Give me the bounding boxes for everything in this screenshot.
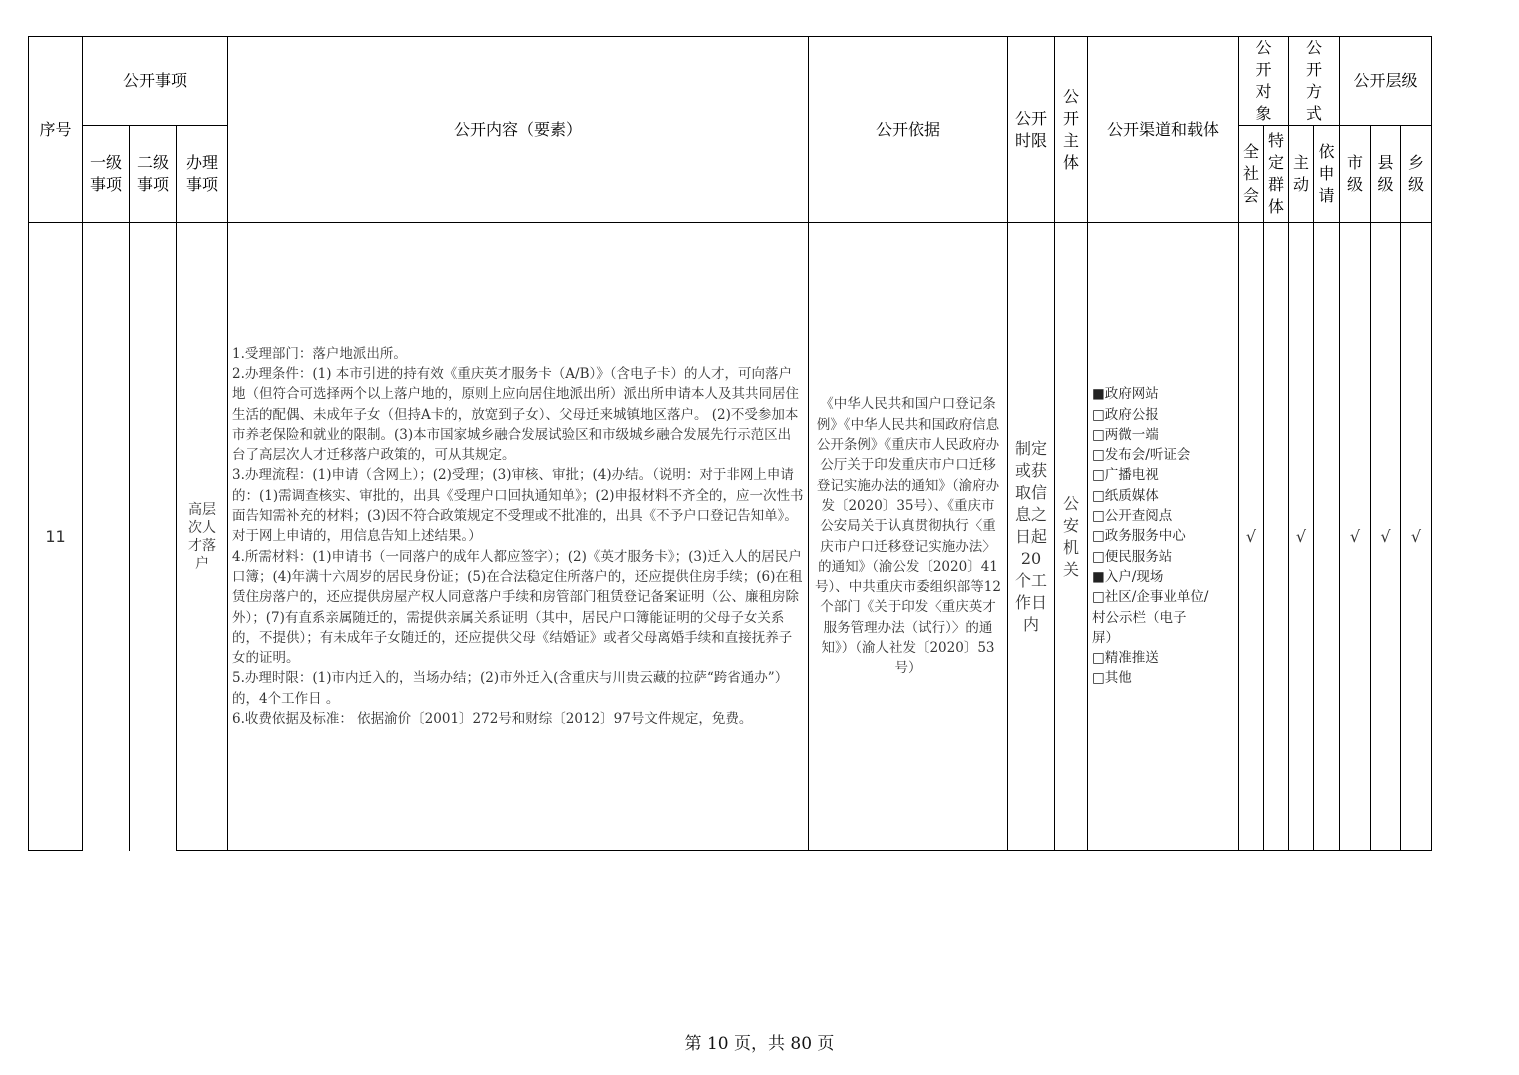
check-level-town: √	[1401, 223, 1432, 851]
header-object-specific: 特定群体	[1264, 126, 1289, 223]
header-content: 公开内容（要素）	[228, 37, 809, 223]
check-method-active: √	[1289, 223, 1314, 851]
basis-text: 《中华人民共和国户口登记条例》《中华人民共和国政府信息公开条例》《重庆市人民政府办公厅关于印发重庆市户口迁移登记实施办法的通知》（渝府办发〔2020〕35号）、《重庆市公安局关于认真贯彻执行〈重庆市户口迁移登记实施办法〉的通知》（渝公发〔2020〕41号）、中共重庆市委组织部等12个部门《关于印发〈重庆英才服务管理办法（试行）〉的通知》）（渝人社发〔2020〕53号）	[815, 396, 1001, 677]
channel-item: ■政府网站	[1092, 386, 1159, 403]
row-level2	[130, 223, 177, 851]
header-seq: 序号	[29, 37, 83, 223]
channel-item: □两微一端	[1092, 426, 1159, 443]
content-item-1: 1.受理部门：落户地派出所。	[232, 345, 407, 362]
check-level-county: √	[1371, 223, 1401, 851]
header-handling: 办理事项	[177, 126, 228, 223]
header-level: 公开层级	[1340, 37, 1432, 126]
channel-item: □社区/企事业单位/	[1092, 589, 1209, 606]
header-level-city: 市级	[1340, 126, 1371, 223]
row-channels	[1088, 223, 1239, 851]
header-channels: 公开渠道和载体	[1088, 37, 1239, 223]
header-basis: 公开依据	[809, 37, 1008, 223]
channel-item: □公开查阅点	[1092, 508, 1173, 525]
channel-item: □发布会/听证会	[1092, 447, 1191, 464]
content-item-6: 6.收费依据及标准： 依据渝价〔2001〕272号和财综〔2012〕97号文件规定，免费。	[232, 711, 753, 728]
content-item-2: 2.办理条件：(1) 本市引进的持有效《重庆英才服务卡（A/B）》（含电子卡）的人才，可向落户地（但符合可选择两个以上落户地的，原则上应向居住地派出所）派出所申请本人及其共同居住生活的配偶、未成年子女（但持A卡的，放宽到子女）、父母迁来城镇地区落户。 (2)不受参加本市养老保险和就业的限制。(3)本市国家城乡融合发展试验区和市级城乡融合发展先行示范区出台了高层次人才迁移落户政策的，可从其规定。	[232, 365, 799, 464]
header-object: 公开对象	[1239, 37, 1289, 126]
row-seq: 11	[29, 223, 83, 851]
channel-item: 屏）	[1092, 629, 1120, 646]
channel-item: □便民服务站	[1092, 548, 1173, 565]
channel-item: □政务服务中心	[1092, 528, 1186, 545]
channel-item: ■入户/现场	[1092, 568, 1164, 585]
content-item-4: 4.所需材料：(1)申请书（一同落户的成年人都应签字）；(2)《英才服务卡》；(3)迁入人的居民户口簿；(4)年满十六周岁的居民身份证；(5)在合法稳定住所落户的，还应提供住房手续；(6)在租赁住房落户的，还应提供房屋产权人同意落户手续和房管部门租赁登记备案证明（公、廉租房除外）；(7)有直系亲属随迁的，需提供亲属关系证明（其中，居民户口簿能证明的父母子女关系的，不提供）；有未成年子女随迁的，还应提供父母《结婚证》或者父母离婚手续和直接抚养子女的证明。	[232, 548, 803, 667]
row-time-limit: 制定或获取信息之日起20个工作日内	[1008, 223, 1055, 851]
header-time-limit: 公开时限	[1008, 37, 1055, 223]
header-object-all: 全社会	[1239, 126, 1264, 223]
header-level-town: 乡级	[1401, 126, 1432, 223]
header-method-active: 主动	[1289, 126, 1314, 223]
header-method: 公开方式	[1289, 37, 1340, 126]
check-object-specific	[1264, 223, 1289, 851]
header-method-apply: 依申请	[1314, 126, 1340, 223]
row-handling: 高层次人才落户	[177, 223, 228, 851]
row-content	[228, 223, 809, 851]
header-level2: 二级事项	[130, 126, 177, 223]
row-level1	[83, 223, 130, 851]
content-item-5: 5.办理时限：(1)市内迁入的，当场办结；(2)市外迁入(含重庆与川贵云藏的拉萨“跨省通办”）的，4个工作日 。	[232, 670, 789, 707]
header-matters: 公开事项	[83, 37, 228, 126]
row-basis	[809, 223, 1008, 851]
table-row	[29, 223, 1432, 851]
header-level-county: 县级	[1371, 126, 1401, 223]
channel-item: □政府公报	[1092, 406, 1159, 423]
check-object-all: √	[1239, 223, 1264, 851]
channel-item: □广播电视	[1092, 467, 1159, 484]
channel-item: 村公示栏（电子	[1092, 609, 1187, 626]
channel-item: □精准推送	[1092, 650, 1159, 667]
channel-item: □其他	[1092, 670, 1132, 687]
check-method-apply	[1314, 223, 1340, 851]
header-subject: 公开主体	[1055, 37, 1088, 223]
disclosure-table	[28, 36, 1432, 851]
content-item-3: 3.办理流程：(1)申请（含网上）；(2)受理；(3)审核、审批；(4)办结。（说明：对于非网上申请的：(1)需调查核实、审批的，出具《受理户口回执通知单》；(2)申报材料不齐全的，应一次性书面告知需补充的材料；(3)因不符合政策规定不受理或不批准的，出具《不予户口登记告知单》。对于网上申请的，用信息告知上述结果。）	[232, 467, 804, 545]
row-subject: 公安机关	[1055, 223, 1088, 851]
channel-item: □纸质媒体	[1092, 487, 1159, 504]
check-level-city: √	[1340, 223, 1371, 851]
page-footer: 第 10 页，共 80 页	[684, 1034, 835, 1054]
header-level1: 一级事项	[83, 126, 130, 223]
